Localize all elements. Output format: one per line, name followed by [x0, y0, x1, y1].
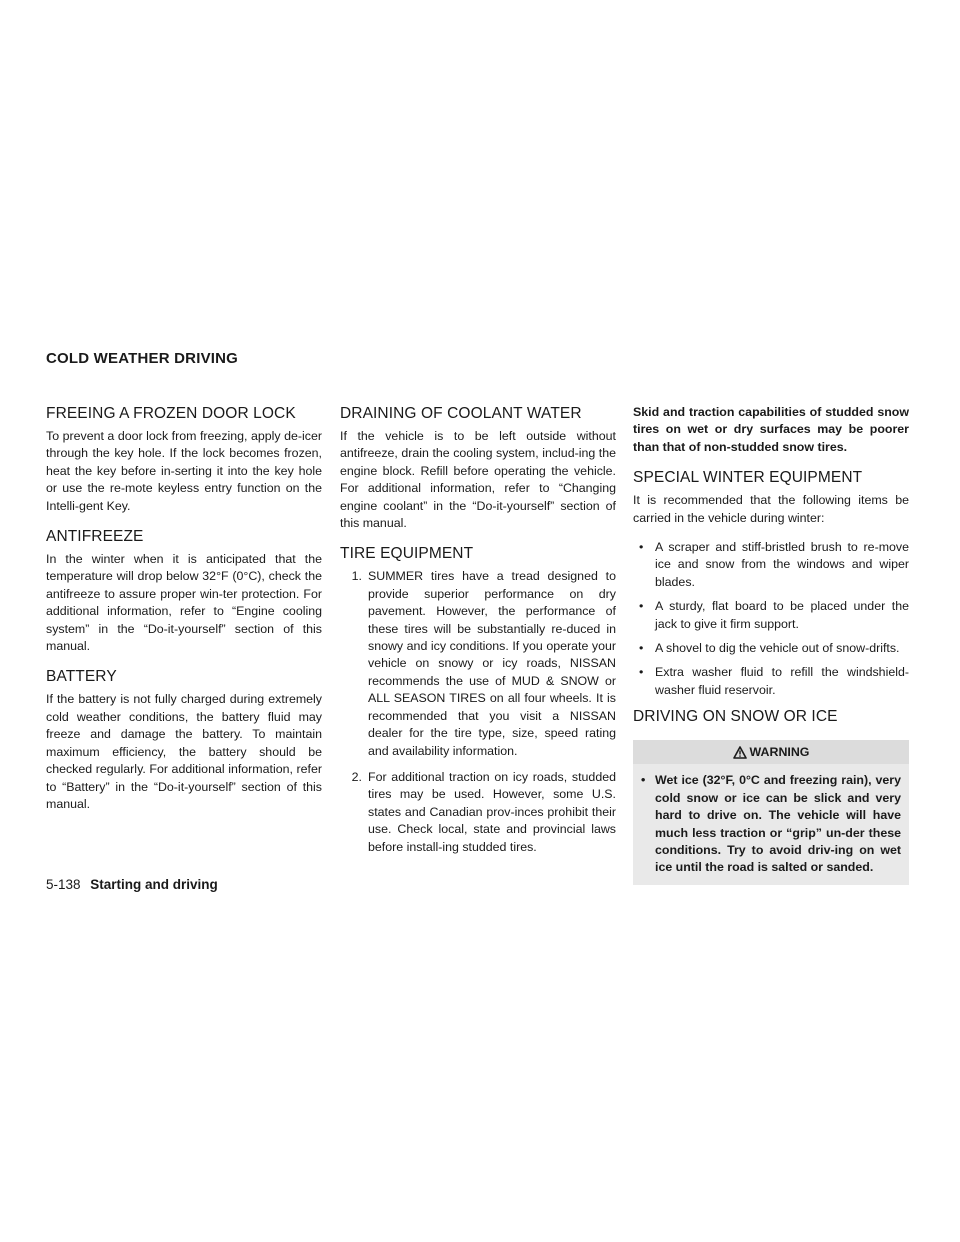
- bullet: •: [639, 665, 644, 680]
- column-1: [46, 404, 322, 825]
- freezing-heading: FREEING A FROZEN DOOR LOCK: [46, 405, 296, 422]
- warning-list: [633, 764, 909, 876]
- skid-note: Skid and traction capabilities of studded snow tires on wet or dry surfaces may be poorer than that of non-studded snow tires.: [633, 405, 909, 454]
- driving-heading: DRIVING ON SNOW OR ICE: [633, 708, 838, 726]
- bullet: •: [639, 540, 644, 555]
- list-item: [340, 568, 616, 759]
- list-item: [639, 664, 909, 699]
- item-number: 2.: [351, 769, 362, 784]
- item-text: A scraper and stiff-bristled brush to re-move ice and snow from the windows and wiper blades.: [655, 540, 909, 589]
- item-text: For additional traction on icy roads, studded tires may be used. However, some U.S. states and Canadian prov-inces prohibit their use. Check local, state and provincial laws before install-ing studded tires.: [368, 769, 616, 854]
- chapter-title: Starting and driving: [90, 877, 218, 892]
- column-3: [633, 404, 909, 885]
- warning-box: [633, 740, 909, 884]
- list-item: [639, 598, 909, 633]
- list-item: [639, 640, 909, 657]
- special-intro: It is recommended that the following items be carried in the vehicle during winter:: [633, 493, 909, 525]
- tire-list: [340, 568, 616, 856]
- antifreeze-body: In the winter when it is anticipated that the temperature will drop below 32°F (0°C), check the antifreeze to assure proper win-ter protection. For additional information, refer to “Engine cooling system” in the “Do-it-yourself” section of this manual.: [46, 552, 322, 654]
- list-item: [641, 772, 901, 876]
- bullet: •: [641, 773, 646, 788]
- warning-header: [633, 740, 909, 764]
- antifreeze-heading: ANTIFREEZE: [46, 528, 144, 546]
- section-title: COLD WEATHER DRIVING: [46, 350, 239, 367]
- bullet: •: [639, 641, 644, 656]
- item-text: SUMMER tires have a tread designed to provide superior performance on dry pavement. However, the performance of these tires will be substantially re-duced in snowy and icy conditions. If you operate your vehicle on snowy or icy roads, NISSAN recommends the use of MUD & SNOW or ALL SEASON TIRES on all four wheels. It is recommended that you visit a NISSAN dealer for the tire type, size, speed rating and availability information.: [368, 569, 616, 758]
- warning-label: WARNING: [749, 745, 810, 760]
- coolant-heading: DRAINING OF COOLANT WATER: [340, 405, 582, 422]
- freezing-body: To prevent a door lock from freezing, apply de-icer through the key hole. If the lock becomes frozen, heat the key before in-serting it into the key hole or use the re-mote keyless entry function on the Intelli-gent Key.: [46, 429, 322, 513]
- warning-triangle-icon: [733, 746, 747, 759]
- item-text: A shovel to dig the vehicle out of snow-drifts.: [655, 641, 900, 656]
- item-number: 1.: [351, 569, 362, 584]
- page-footer: [46, 877, 218, 892]
- special-heading: SPECIAL WINTER EQUIPMENT: [633, 469, 863, 487]
- warning-text: Wet ice (32°F, 0°C and freezing rain), very cold snow or ice can be slick and very hard to drive on. The vehicle will have much less traction or “grip” un-der these conditions. Try to avoid driv-ing on wet ice until the road is salted or sanded.: [655, 773, 901, 875]
- column-2: [340, 404, 616, 866]
- item-text: A sturdy, flat board to be placed under the jack to give it firm support.: [655, 599, 909, 631]
- item-text: Extra washer fluid to refill the windshield-washer fluid reservoir.: [655, 665, 909, 697]
- coolant-body: If the vehicle is to be left outside without antifreeze, drain the cooling system, includ-ing the engine block. Refill before operating the vehicle. For additional information, refer to “Changing engine coolant” in the “Do-it-yourself” section of this manual.: [340, 429, 616, 531]
- special-list: [633, 539, 909, 699]
- bullet: •: [639, 599, 644, 614]
- list-item: [639, 539, 909, 591]
- tire-heading: TIRE EQUIPMENT: [340, 545, 474, 563]
- list-item: [340, 769, 616, 856]
- battery-heading: BATTERY: [46, 668, 117, 686]
- battery-body: If the battery is not fully charged during extremely cold weather conditions, the battery fluid may freeze and damage the battery. To maintain maximum efficiency, the battery should be checked regularly. For additional information, refer to “Battery” in the “Do-it-yourself” section of this manual.: [46, 692, 322, 811]
- page-number: 5-138: [46, 877, 81, 892]
